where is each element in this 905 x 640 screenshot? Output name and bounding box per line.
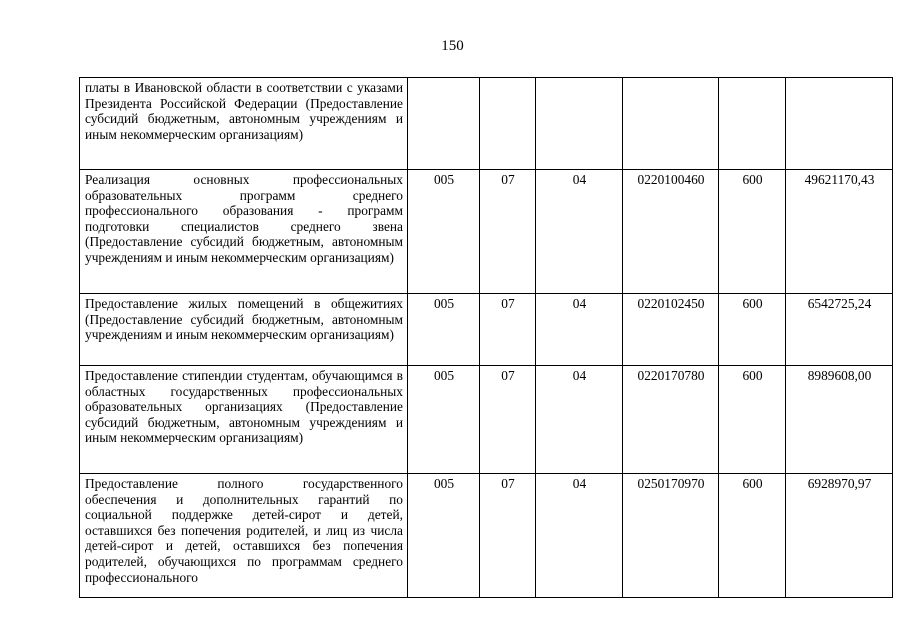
- row-code: 005: [408, 366, 480, 474]
- row-section: 07: [480, 294, 536, 366]
- table-row: [80, 170, 893, 294]
- row-description: платы в Ивановской области в соответствии с указами Президента Российской Федерации (Предоставление субсидий бюджетным, автономным учреждениям и иным некоммерческим организациям): [80, 78, 408, 170]
- row-expense-type: 600: [719, 294, 786, 366]
- budget-table: [79, 77, 893, 598]
- row-code: [408, 78, 480, 170]
- table-row: [80, 366, 893, 474]
- table-row: [80, 294, 893, 366]
- row-section: 07: [480, 474, 536, 598]
- row-expense-type: 600: [719, 170, 786, 294]
- page-number: 150: [441, 38, 464, 54]
- row-description: Предоставление полного государственного обеспечения и дополнительных гарантий по социальной поддержке детей-сирот и детей, оставшихся без попечения родителей, и лиц из числа детей-сирот и детей, оставшихся без попечения родителей, обучающихся по программам среднего профессионального: [80, 474, 408, 598]
- row-target-article: 0250170970: [623, 474, 719, 598]
- row-amount: 49621170,43: [786, 170, 893, 294]
- row-section: 07: [480, 170, 536, 294]
- row-target-article: 0220102450: [623, 294, 719, 366]
- row-subsection: 04: [536, 170, 623, 294]
- row-subsection: 04: [536, 366, 623, 474]
- table-row: [80, 78, 893, 170]
- row-code: 005: [408, 474, 480, 598]
- row-section: 07: [480, 366, 536, 474]
- row-subsection: 04: [536, 294, 623, 366]
- row-expense-type: [719, 78, 786, 170]
- row-code: 005: [408, 170, 480, 294]
- row-target-article: [623, 78, 719, 170]
- row-subsection: 04: [536, 474, 623, 598]
- row-target-article: 0220100460: [623, 170, 719, 294]
- row-code: 005: [408, 294, 480, 366]
- row-description: Реализация основных профессиональных образовательных программ среднего профессионального образования - программ подготовки специалистов среднего звена (Предоставление субсидий бюджетным, автономным учреждениям и иным некоммерческим организациям): [80, 170, 408, 294]
- row-amount: 8989608,00: [786, 366, 893, 474]
- row-amount: 6542725,24: [786, 294, 893, 366]
- table-row: [80, 474, 893, 598]
- row-expense-type: 600: [719, 366, 786, 474]
- row-expense-type: 600: [719, 474, 786, 598]
- row-amount: 6928970,97: [786, 474, 893, 598]
- row-target-article: 0220170780: [623, 366, 719, 474]
- row-section: [480, 78, 536, 170]
- row-description: Предоставление жилых помещений в общежитиях (Предоставление субсидий бюджетным, автономным учреждениям и иным некоммерческим организациям): [80, 294, 408, 366]
- row-amount: [786, 78, 893, 170]
- row-subsection: [536, 78, 623, 170]
- row-description: Предоставление стипендии студентам, обучающимся в областных государственных профессиональных образовательных организациях (Предоставление субсидий бюджетным, автономным учреждениям и иным некоммерческим организациям): [80, 366, 408, 474]
